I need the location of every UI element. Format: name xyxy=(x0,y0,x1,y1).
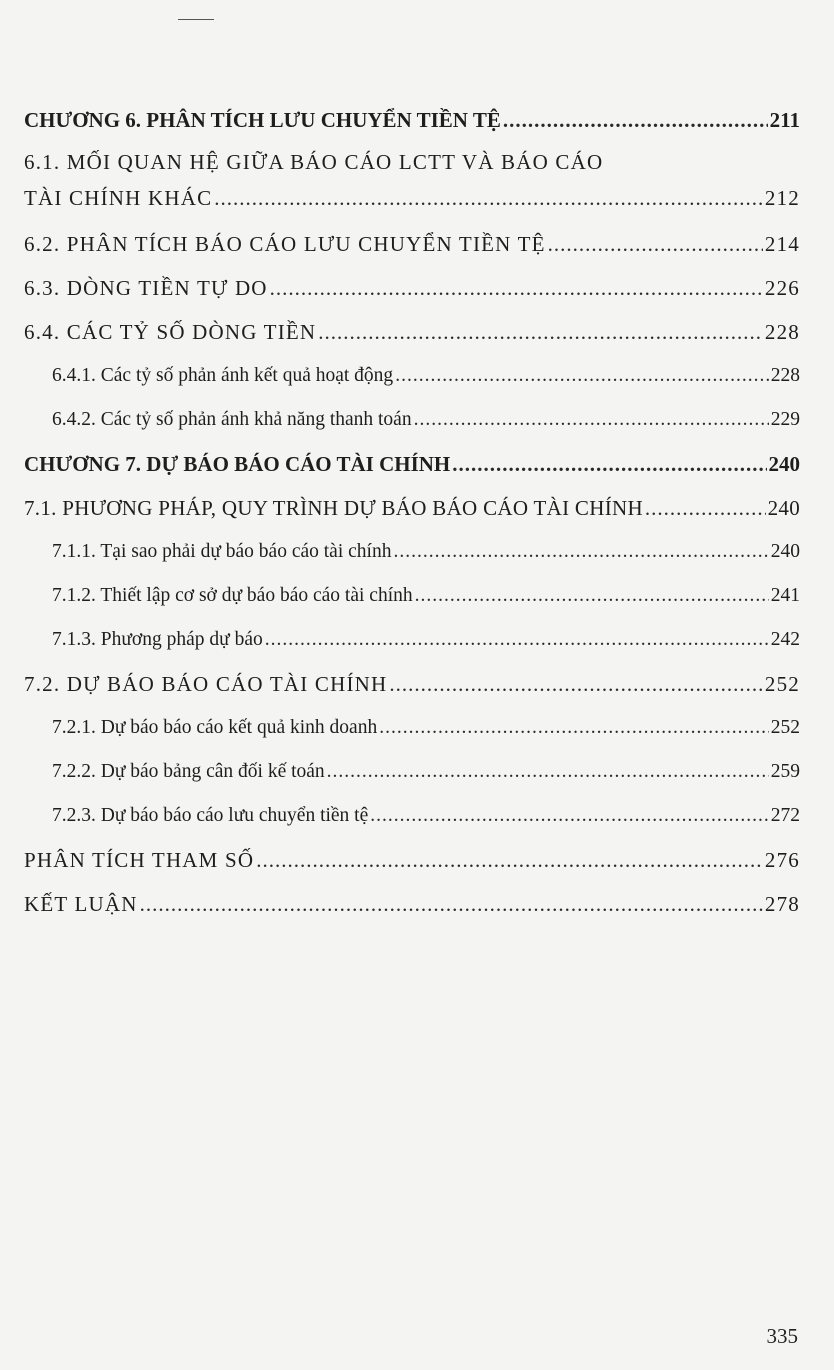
toc-entry-page: 212 xyxy=(764,186,800,210)
toc-entry-chapter-7 xyxy=(24,450,800,478)
toc-entry-page: 252 xyxy=(764,672,800,696)
toc-entry-title: 6.4.2. Các tỷ số phản ánh khả năng thanh toán xyxy=(52,409,412,430)
toc-entry-6-4 xyxy=(24,318,800,346)
dot-leader xyxy=(452,450,766,478)
toc-entry-page: 214 xyxy=(764,232,800,256)
toc-entry-title-line1: 6.1. MỐI QUAN HỆ GIỮA BÁO CÁO LCTT VÀ BÁO CÁO xyxy=(24,150,604,174)
toc-entry-6-4-2 xyxy=(24,406,800,434)
dot-leader xyxy=(214,184,763,212)
toc-entry-page: 211 xyxy=(769,108,800,132)
toc-entry-title: KẾT LUẬN xyxy=(24,892,138,916)
toc-entry-7-2-1 xyxy=(24,714,800,742)
dot-leader xyxy=(645,494,766,522)
toc-entry-page: 228 xyxy=(770,365,800,386)
toc-entry-7-2 xyxy=(24,670,800,698)
toc-entry-7-2-2 xyxy=(24,758,800,786)
toc-entry-title: 7.2.1. Dự báo báo cáo kết quả kinh doanh xyxy=(52,717,378,738)
toc-entry-page: 252 xyxy=(770,717,800,738)
toc-entry-title: 7.2. DỰ BÁO BÁO CÁO TÀI CHÍNH xyxy=(24,672,388,696)
toc-entry-page: 228 xyxy=(764,320,800,344)
toc-entry-7-1-2 xyxy=(24,582,800,610)
dot-leader xyxy=(379,714,769,742)
toc-entry-6-3 xyxy=(24,274,800,302)
dot-leader xyxy=(140,890,763,918)
toc-entry-page: 240 xyxy=(768,452,800,476)
toc-entry-title: 7.2.2. Dự báo bảng cân đối kế toán xyxy=(52,761,325,782)
toc-entry-title: 6.4.1. Các tỷ số phản ánh kết quả hoạt động xyxy=(52,365,394,386)
toc-entry-page: 259 xyxy=(770,761,800,782)
toc-entry-title: 7.1.2. Thiết lập cơ sở dự báo báo cáo tài chính xyxy=(52,585,413,606)
toc-entry-6-2 xyxy=(24,230,800,258)
toc-entry-title: 6.2. PHÂN TÍCH BÁO CÁO LƯU CHUYỂN TIỀN TỆ xyxy=(24,232,546,256)
page-number: 335 xyxy=(766,1324,798,1348)
toc-entry-phan-tich-tham-so xyxy=(24,846,800,874)
toc-entry-title: PHÂN TÍCH THAM SỐ xyxy=(24,848,255,872)
top-rule xyxy=(178,19,214,20)
dot-leader xyxy=(256,846,763,874)
toc-entry-page: 272 xyxy=(770,805,800,826)
toc-entry-page: 240 xyxy=(767,496,800,520)
toc-entry-page: 241 xyxy=(770,585,800,606)
toc-entry-title: CHƯƠNG 6. PHÂN TÍCH LƯU CHUYỂN TIỀN TỆ xyxy=(24,108,501,132)
toc-entry-title: CHƯƠNG 7. DỰ BÁO BÁO CÁO TÀI CHÍNH xyxy=(24,452,451,476)
dot-leader xyxy=(370,802,768,830)
toc-entry-7-1-3 xyxy=(24,626,800,654)
dot-leader xyxy=(503,106,768,134)
toc-entry-page: 240 xyxy=(770,541,800,562)
toc-entry-chapter-6 xyxy=(24,106,800,134)
dot-leader xyxy=(265,626,769,654)
dot-leader xyxy=(415,582,769,610)
toc-entry-page: 276 xyxy=(764,848,800,872)
dot-leader xyxy=(393,538,768,566)
dot-leader xyxy=(318,318,763,346)
toc-entry-6-4-1 xyxy=(24,362,800,390)
toc-entry-7-1 xyxy=(24,494,800,522)
toc-entry-title: 6.3. DÒNG TIỀN TỰ DO xyxy=(24,276,268,300)
toc-entry-title: 7.1.3. Phương pháp dự báo xyxy=(52,629,263,650)
toc-entry-page: 229 xyxy=(770,409,800,430)
dot-leader xyxy=(414,406,769,434)
toc-entry-title: 6.4. CÁC TỶ SỐ DÒNG TIỀN xyxy=(24,320,317,344)
toc-entry-page: 242 xyxy=(770,629,800,650)
toc-entry-7-1-1 xyxy=(24,538,800,566)
toc-entry-6-1 xyxy=(24,148,800,212)
toc-entry-title: TÀI CHÍNH KHÁC xyxy=(24,186,213,210)
toc-entry-title: 7.2.3. Dự báo báo cáo lưu chuyển tiền tệ xyxy=(52,805,369,826)
dot-leader xyxy=(327,758,769,786)
dot-leader xyxy=(389,670,763,698)
toc-entry-7-2-3 xyxy=(24,802,800,830)
toc-entry-page: 278 xyxy=(764,892,800,916)
toc-entry-title: 7.1. PHƯƠNG PHÁP, QUY TRÌNH DỰ BÁO BÁO CÁO TÀI CHÍNH xyxy=(24,496,643,520)
toc-entry-ket-luan xyxy=(24,890,800,918)
toc-entry-page: 226 xyxy=(764,276,800,300)
dot-leader xyxy=(395,362,769,390)
dot-leader xyxy=(548,230,763,258)
toc-entry-title: 7.1.1. Tại sao phải dự báo báo cáo tài chính xyxy=(52,541,392,562)
dot-leader xyxy=(270,274,763,302)
